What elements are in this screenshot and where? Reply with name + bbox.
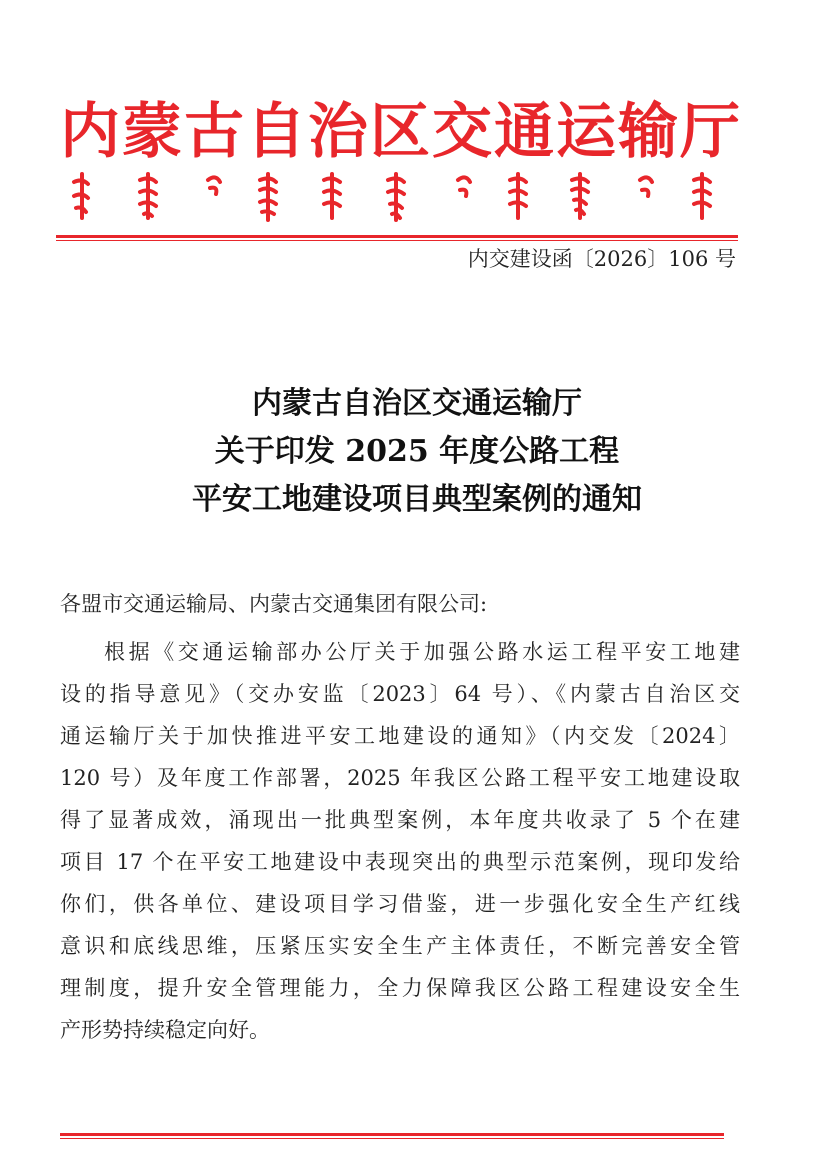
body-line: 你们，供各单位、建设项目学习借鉴，进一步强化安全生产红线	[60, 892, 740, 916]
document-title	[60, 380, 774, 524]
agency-letterhead-title: 内蒙古自治区交通运输厅	[60, 97, 740, 167]
body-line: 根据《交通运输部办公厅关于加强公路水运工程平安工地建	[104, 640, 740, 664]
body-line: 项目 17 个在平安工地建设中表现突出的典型示范案例，现印发给	[60, 850, 740, 874]
body-line: 120 号）及年度工作部署，2025 年我区公路工程平安工地建设取	[60, 766, 740, 790]
document-title-line: 平安工地建设项目典型案例的通知	[192, 482, 642, 517]
body-line: 设的指导意见》（交办安监〔2023〕64 号）、《内蒙古自治区交	[60, 682, 740, 706]
salutation: 各盟市交通运输局、内蒙古交通集团有限公司:	[60, 592, 488, 616]
footer-divider-thin	[60, 1138, 724, 1139]
body-paragraph	[60, 631, 740, 1051]
body-line: 得了显著成效，涌现出一批典型案例，本年度共收录了 5 个在建	[60, 808, 740, 832]
body-line: 通运输厅关于加快推进平安工地建设的通知》（内交发〔2024〕	[60, 724, 740, 748]
mongolian-script-letterhead	[60, 168, 740, 224]
letterhead-divider-thick	[56, 235, 738, 238]
document-number: 内交建设函〔2026〕106 号	[467, 247, 736, 271]
footer-divider-thick	[60, 1133, 724, 1136]
body-line: 产形势持续稳定向好。	[60, 1018, 270, 1042]
letterhead-divider-thin	[56, 240, 738, 241]
body-line: 意识和底线思维，压紧压实安全生产主体责任，不断完善安全管	[60, 934, 740, 958]
document-title-line: 内蒙古自治区交通运输厅	[252, 386, 582, 421]
body-line: 理制度，提升安全管理能力，全力保障我区公路工程建设安全生	[60, 976, 740, 1000]
document-title-line: 关于印发 2025 年度公路工程	[214, 434, 620, 469]
